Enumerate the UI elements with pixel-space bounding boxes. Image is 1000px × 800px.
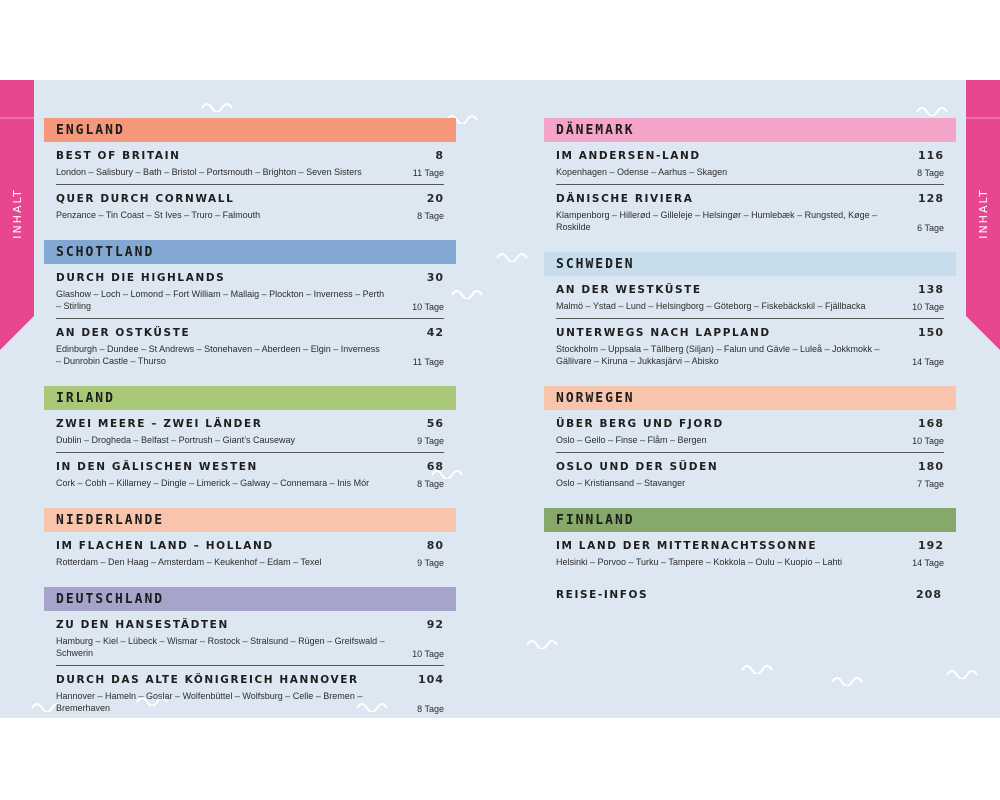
- entry-heading-row: [556, 283, 944, 296]
- toc-entry[interactable]: [556, 319, 944, 373]
- country-header: NIEDERLANDE: [44, 508, 456, 532]
- route-list: [544, 410, 956, 495]
- entry-route: Hannover – Hameln – Goslar – Wolfenbüttel – Wolfsburg – Celle – Bremen – Bremerhaven: [56, 691, 363, 713]
- wave-decoration: [525, 635, 565, 649]
- entry-page-number: 92: [426, 618, 444, 631]
- toc-column-right: [544, 118, 956, 587]
- entry-title: AN DER WESTKÜSTE: [556, 284, 702, 296]
- entry-title: BEST OF BRITAIN: [56, 150, 181, 162]
- entry-duration: 11 Tage: [412, 168, 444, 178]
- toc-entry[interactable]: [56, 532, 444, 574]
- entry-route: Hamburg – Kiel – Lübeck – Wismar – Rostock – Stralsund – Rügen – Greifswald – Schwerin: [56, 636, 385, 658]
- entry-route: Edinburgh – Dundee – St Andrews – Stonehaven – Aberdeen – Elgin – Inverness – Dunrobin Castle – Thurso: [56, 344, 380, 366]
- toc-entry[interactable]: [56, 264, 444, 319]
- entry-heading-row: [56, 618, 444, 631]
- entry-heading-row: [556, 417, 944, 430]
- entry-duration: 10 Tage: [412, 649, 444, 659]
- entry-detail-row: [556, 209, 944, 233]
- entry-duration: 9 Tage: [417, 436, 444, 446]
- toc-entry[interactable]: [56, 410, 444, 453]
- toc-entry[interactable]: [556, 410, 944, 453]
- entry-page-number: 20: [426, 192, 444, 205]
- entry-page-number: 208: [916, 588, 942, 601]
- country-section: [44, 386, 456, 495]
- entry-route: Cork – Cobh – Killarney – Dingle – Limerick – Galway – Connemara – Inis Mór: [56, 478, 370, 488]
- wave-decoration: [945, 665, 985, 679]
- toc-entry[interactable]: [56, 142, 444, 185]
- entry-route: Oslo – Geilo – Finse – Flåm – Bergen: [556, 435, 707, 445]
- country-section: [44, 587, 456, 720]
- entry-title: ÜBER BERG UND FJORD: [556, 418, 724, 430]
- entry-detail-row: [56, 343, 444, 367]
- entry-detail-row: [56, 166, 444, 178]
- entry-heading-row: [556, 192, 944, 205]
- country-section: [544, 252, 956, 373]
- entry-title: QUER DURCH CORNWALL: [56, 193, 235, 205]
- toc-entry[interactable]: [56, 453, 444, 495]
- entry-detail-row: [556, 343, 944, 367]
- entry-duration: 10 Tage: [912, 302, 944, 312]
- entry-detail-row: [556, 434, 944, 446]
- entry-route: London – Salisbury – Bath – Bristol – Portsmouth – Brighton – Seven Sisters: [56, 167, 362, 177]
- entry-duration: 9 Tage: [417, 558, 444, 568]
- entry-page-number: 180: [918, 460, 944, 473]
- toc-column-left: [44, 118, 456, 733]
- entry-heading-row: [556, 460, 944, 473]
- route-list: [544, 142, 956, 239]
- entry-route: Dublin – Drogheda – Belfast – Portrush – Giant’s Causeway: [56, 435, 295, 445]
- entry-page-number: 56: [426, 417, 444, 430]
- country-header: IRLAND: [44, 386, 456, 410]
- entry-detail-row: [56, 635, 444, 659]
- entry-heading-row: [56, 673, 444, 686]
- wave-decoration: [915, 102, 955, 116]
- entry-duration: 11 Tage: [412, 357, 444, 367]
- toc-entry[interactable]: [56, 611, 444, 666]
- entry-title: DURCH DAS ALTE KÖNIGREICH HANNOVER: [56, 674, 359, 686]
- entry-title: IM ANDERSEN-LAND: [556, 150, 701, 162]
- toc-entry[interactable]: [56, 319, 444, 373]
- entry-title: IN DEN GÄLISCHEN WESTEN: [56, 461, 258, 473]
- entry-heading-row: [556, 326, 944, 339]
- entry-duration: 10 Tage: [912, 436, 944, 446]
- entry-page-number: 42: [426, 326, 444, 339]
- entry-route: Kopenhagen – Odense – Aarhus – Skagen: [556, 167, 728, 177]
- entry-page-number: 30: [426, 271, 444, 284]
- toc-entry[interactable]: [556, 276, 944, 319]
- entry-page-number: 168: [918, 417, 944, 430]
- entry-heading-row: [56, 271, 444, 284]
- entry-page-number: 138: [918, 283, 944, 296]
- entry-heading-row: [56, 539, 444, 552]
- country-header: ENGLAND: [44, 118, 456, 142]
- entry-detail-row: [556, 477, 944, 489]
- entry-detail-row: [56, 556, 444, 568]
- entry-title: UNTERWEGS NACH LAPPLAND: [556, 327, 771, 339]
- reise-infos-entry[interactable]: [556, 588, 942, 601]
- section-tab-left: [0, 80, 34, 425]
- country-header: FINNLAND: [544, 508, 956, 532]
- entry-heading-row: [56, 460, 444, 473]
- entry-detail-row: [556, 556, 944, 568]
- country-header: DEUTSCHLAND: [44, 587, 456, 611]
- entry-title: ZU DEN HANSESTÄDTEN: [56, 619, 229, 631]
- entry-heading-row: [56, 326, 444, 339]
- entry-duration: 14 Tage: [912, 357, 944, 367]
- entry-heading-row: [56, 417, 444, 430]
- entry-detail-row: [56, 477, 444, 489]
- route-list: [44, 410, 456, 495]
- country-section: [544, 386, 956, 495]
- section-tab-right: [966, 80, 1000, 425]
- entry-heading-row: [56, 192, 444, 205]
- entry-duration: 8 Tage: [417, 704, 444, 714]
- country-section: [44, 240, 456, 373]
- entry-detail-row: [56, 209, 444, 221]
- entry-detail-row: [556, 166, 944, 178]
- entry-route: Helsinki – Porvoo – Turku – Tampere – Kokkola – Oulu – Kuopio – Lahti: [556, 557, 843, 567]
- country-section: [44, 508, 456, 574]
- wave-decoration: [450, 285, 490, 299]
- toc-entry[interactable]: [56, 666, 444, 720]
- entry-heading-row: [556, 539, 944, 552]
- entry-detail-row: [56, 434, 444, 446]
- entry-route: Malmö – Ystad – Lund – Helsingborg – Göteborg – Fiskebäckskil – Fjällbacka: [556, 301, 866, 311]
- toc-entry[interactable]: [556, 532, 944, 574]
- entry-page-number: 128: [918, 192, 944, 205]
- entry-page-number: 8: [435, 149, 444, 162]
- country-section: [44, 118, 456, 227]
- entry-title: DÄNISCHE RIVIERA: [556, 193, 694, 205]
- wave-decoration: [200, 98, 240, 112]
- entry-detail-row: [556, 300, 944, 312]
- route-list: [44, 532, 456, 574]
- toc-entry[interactable]: [556, 142, 944, 185]
- entry-title: REISE-INFOS: [556, 589, 649, 601]
- tab-label: INHALT: [976, 187, 990, 239]
- country-section: [544, 118, 956, 239]
- toc-entry[interactable]: [556, 185, 944, 239]
- wave-decoration: [830, 672, 870, 686]
- route-list: [544, 532, 956, 574]
- entry-heading-row: [556, 149, 944, 162]
- wave-decoration: [495, 248, 535, 262]
- entry-route: Stockholm – Uppsala – Tällberg (Siljan) – Falun und Gävle – Luleå – Jokkmokk – Gällivare – Kiruna – Jukkasjärvi – Abisko: [556, 344, 880, 366]
- country-header: SCHWEDEN: [544, 252, 956, 276]
- tab-label: INHALT: [10, 187, 24, 239]
- entry-title: DURCH DIE HIGHLANDS: [56, 272, 226, 284]
- entry-route: Rotterdam – Den Haag – Amsterdam – Keukenhof – Edam – Texel: [56, 557, 322, 567]
- entry-page-number: 192: [918, 539, 944, 552]
- entry-page-number: 150: [918, 326, 944, 339]
- entry-detail-row: [56, 690, 444, 714]
- entry-duration: 10 Tage: [412, 302, 444, 312]
- country-header: DÄNEMARK: [544, 118, 956, 142]
- entry-title: IM LAND DER MITTERNACHTSSONNE: [556, 540, 818, 552]
- entry-route: Klampenborg – Hillerød – Gilleleje – Helsingør – Humlebæk – Rungsted, Køge – Roskilde: [556, 210, 878, 232]
- entry-title: OSLO UND DER SÜDEN: [556, 461, 719, 473]
- route-list: [44, 142, 456, 227]
- entry-page-number: 104: [418, 673, 444, 686]
- entry-detail-row: [56, 288, 444, 312]
- route-list: [44, 264, 456, 373]
- country-section: [544, 508, 956, 574]
- route-list: [544, 276, 956, 373]
- entry-title: ZWEI MEERE – ZWEI LÄNDER: [56, 418, 263, 430]
- toc-spread: [0, 80, 1000, 718]
- entry-duration: 14 Tage: [912, 558, 944, 568]
- entry-duration: 7 Tage: [917, 479, 944, 489]
- entry-duration: 6 Tage: [917, 223, 944, 233]
- entry-route: Penzance – Tin Coast – St Ives – Truro – Falmouth: [56, 210, 261, 220]
- wave-decoration: [740, 660, 780, 674]
- country-header: NORWEGEN: [544, 386, 956, 410]
- entry-duration: 8 Tage: [417, 211, 444, 221]
- entry-page-number: 68: [426, 460, 444, 473]
- entry-duration: 8 Tage: [417, 479, 444, 489]
- entry-heading-row: [56, 149, 444, 162]
- entry-page-number: 80: [426, 539, 444, 552]
- entry-page-number: 116: [918, 149, 944, 162]
- toc-entry[interactable]: [56, 185, 444, 227]
- entry-duration: 8 Tage: [917, 168, 944, 178]
- route-list: [44, 611, 456, 720]
- entry-route: Glashow – Loch – Lomond – Fort William – Mallaig – Plockton – Inverness – Perth – Stirling: [56, 289, 385, 311]
- entry-title: IM FLACHEN LAND – HOLLAND: [56, 540, 274, 552]
- country-header: SCHOTTLAND: [44, 240, 456, 264]
- toc-entry[interactable]: [556, 453, 944, 495]
- entry-route: Oslo – Kristiansand – Stavanger: [556, 478, 686, 488]
- entry-title: AN DER OSTKÜSTE: [56, 327, 191, 339]
